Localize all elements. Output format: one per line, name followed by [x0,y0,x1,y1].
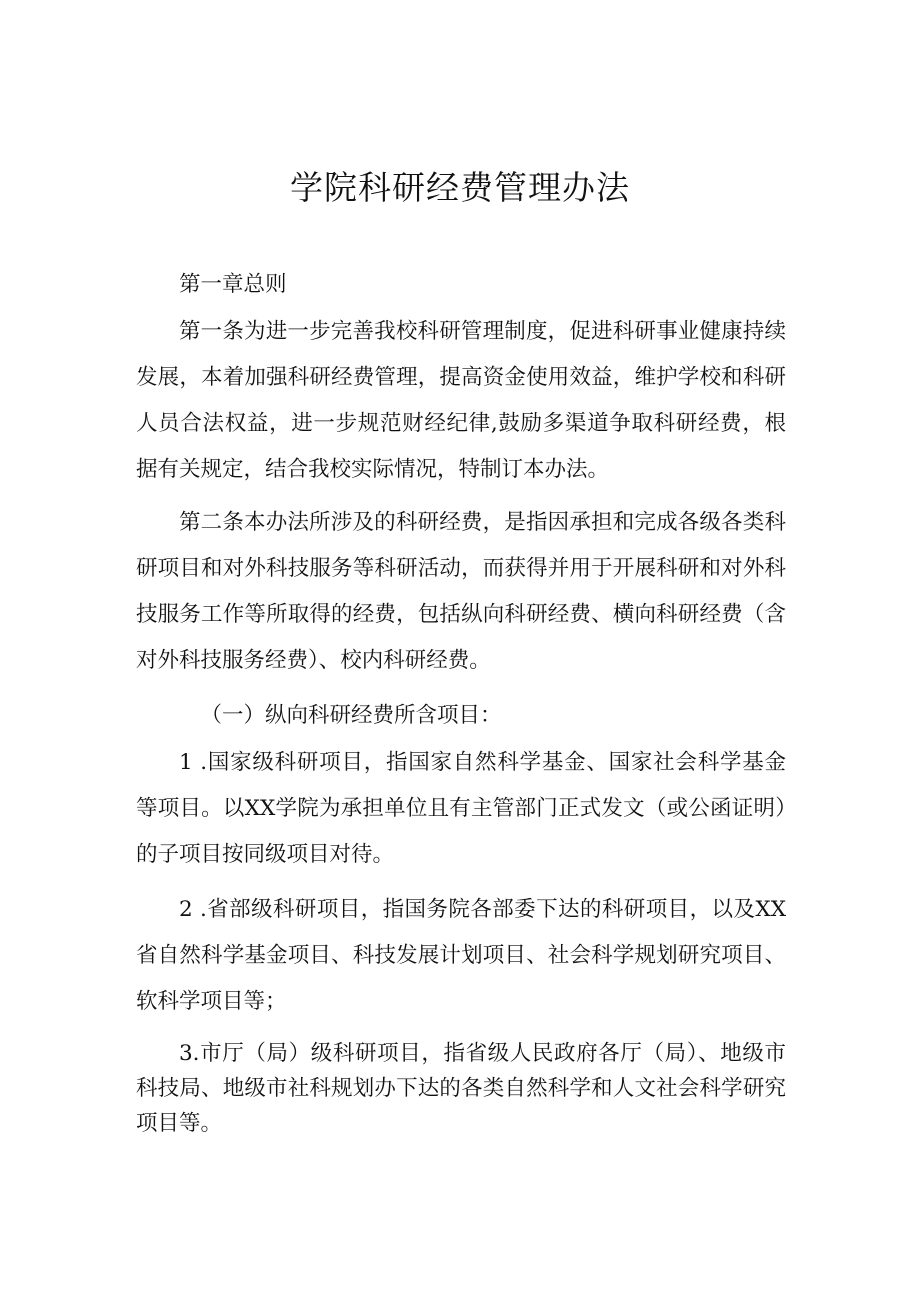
list-item-1: 1 .国家级科研项目，指国家自然科学基金、国家社会科学基金等项目。以XX学院为承担单位且有主管部门正式发文（或公函证明）的子项目按同级项目对待。 [136,750,786,867]
list-item-2: 2 .省部级科研项目，指国务院各部委下达的科研项目，以及XX省自然科学基金项目、科技发展计划项目、社会科学规划研究项目、软科学项目等； [136,897,786,1014]
list-item-3: 3.市厅（局）级科研项目，指省级人民政府各厅（局）、地级市科技局、地级市社科规划办下达的各类自然科学和人文社会科学研究项目等。 [136,1041,786,1136]
article-1-paragraph: 第一条为进一步完善我校科研管理制度，促进科研事业健康持续发展，本着加强科研经费管理，提高资金使用效益，维护学校和科研人员合法权益，进一步规范财经纪律,鼓励多渠道争取科研经费，根据有关规定，结合我校实际情况，特制订本办法。 [136,319,786,482]
document-title: 学院科研经费管理办法 [290,168,630,207]
article-2-paragraph: 第二条本办法所涉及的科研经费，是指因承担和完成各级各类科研项目和对外科技服务等科研活动，而获得并用于开展科研和对外科技服务工作等所取得的经费，包括纵向科研经费、横向科研经费（含对外科技服务经费）、校内科研经费。 [136,510,786,673]
chapter-heading: 第一章总则 [179,272,287,297]
section-1-heading: （一）纵向科研经费所含项目： [200,703,502,728]
